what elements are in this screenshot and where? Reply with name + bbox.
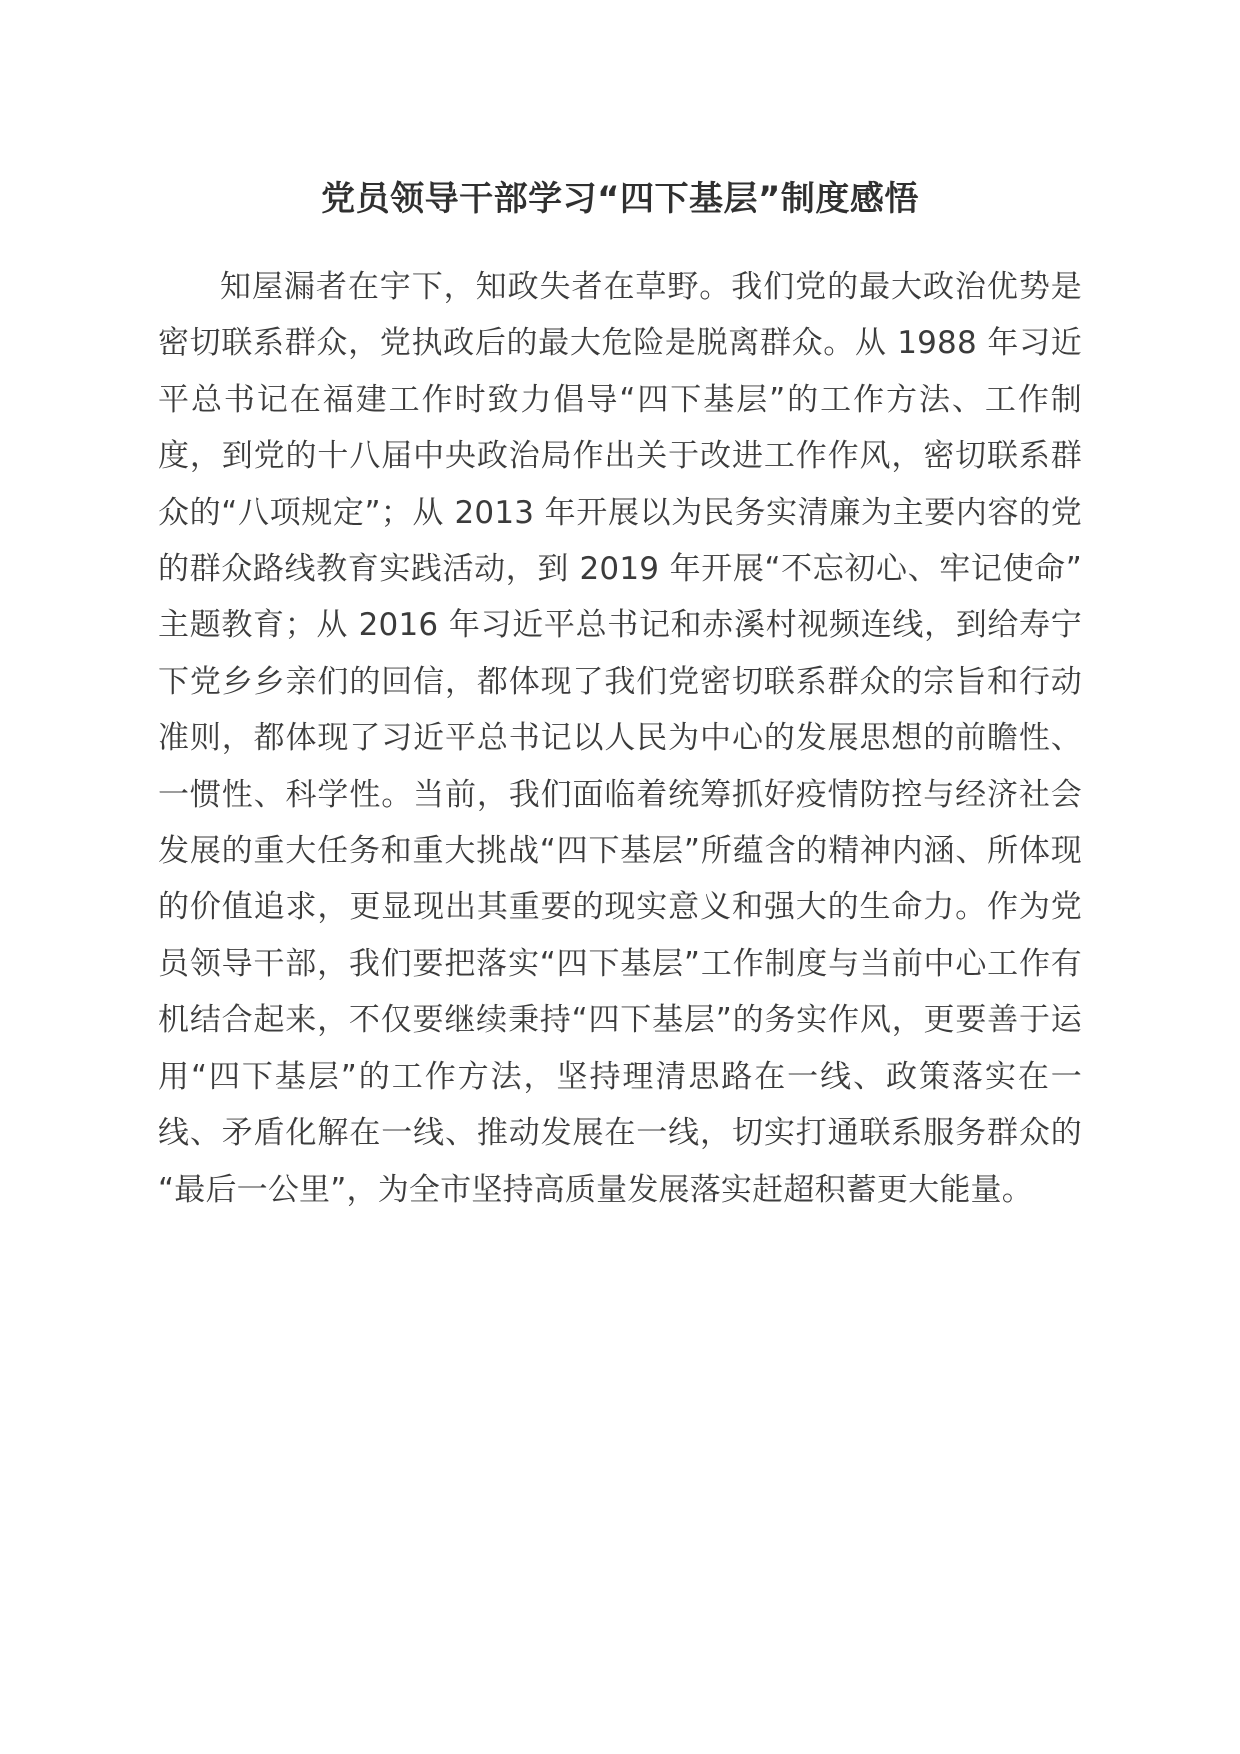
document-body	[158, 259, 1082, 1218]
body-paragraph: 知屋漏者在宇下，知政失者在草野。我们党的最大政治优势是密切联系群众，党执政后的最大危险是脱离群众。从 1988 年习近平总书记在福建工作时致力倡导“四下基层”的工作方法、工作制度，到党的十八届中央政治局作出关于改进工作作风，密切联系群众的“八项规定”；从 2013 年开展以为民务实清廉为主要内容的党的群众路线教育实践活动，到 2019 年开展“不忘初心、牢记使命”主题教育；从 2016 年习近平总书记和赤溪村视频连线，到给寿宁下党乡乡亲们的回信，都体现了我们党密切联系群众的宗旨和行动准则，都体现了习近平总书记以人民为中心的发展思想的前瞻性、一惯性、科学性。当前，我们面临着统筹抓好疫情防控与经济社会发展的重大任务和重大挑战“四下基层”所蕴含的精神内涵、所体现的价值追求，更显现出其重要的现实意义和强大的生命力。作为党员领导干部，我们要把落实“四下基层”工作制度与当前中心工作有机结合起来，不仅要继续秉持“四下基层”的务实作风，更要善于运用“四下基层”的工作方法，坚持理清思路在一线、政策落实在一线、矛盾化解在一线、推动发展在一线，切实打通联系服务群众的“最后一公里”，为全市坚持高质量发展落实赶超积蓄更大能量。	[158, 269, 1082, 1208]
page-title: 党员领导干部学习“四下基层”制度感悟	[321, 179, 919, 219]
